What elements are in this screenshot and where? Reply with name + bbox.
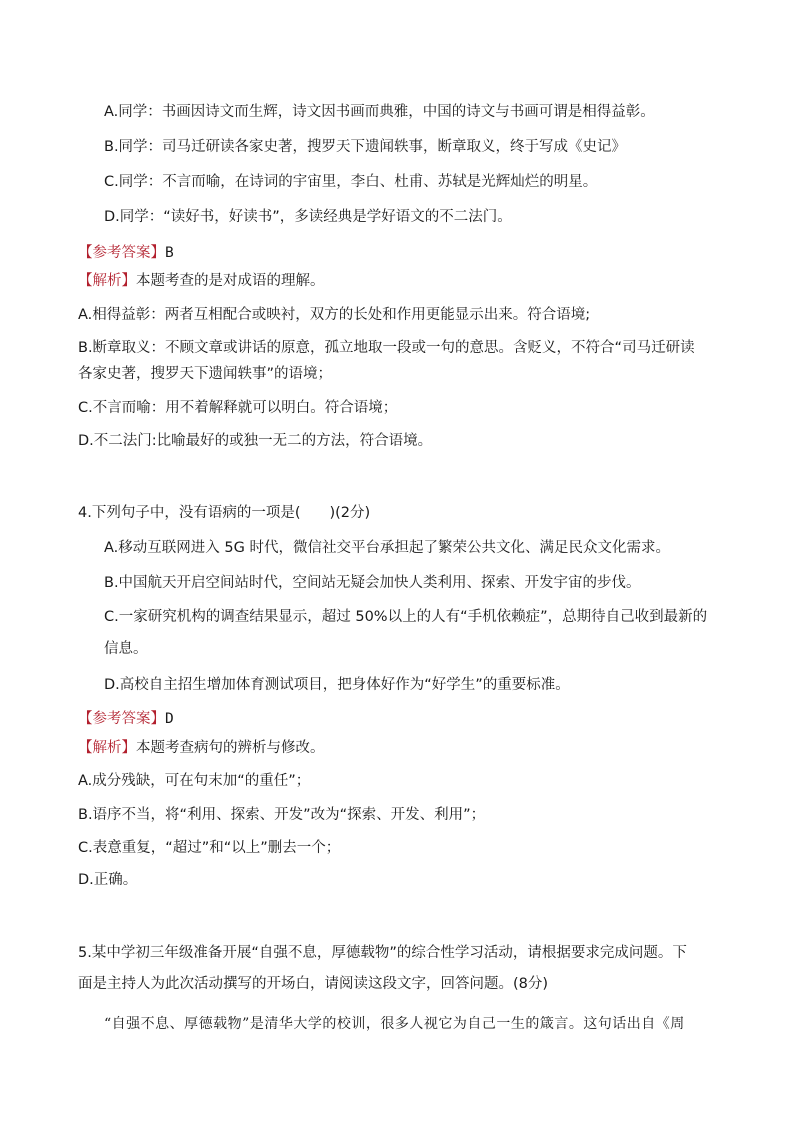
q3-option-d: D.同学：“读好书，好读书”，多读经典是学好语文的不二法门。 [104, 209, 512, 225]
q4-analysis-item: D.正确。 [78, 872, 138, 888]
q4-question: 4.下列句子中，没有语病的一项是( )(2分) [78, 505, 371, 521]
q5-question-line: 面是主持人为此次活动撰写的开场白，请阅读这段文字，回答问题。(8分) [78, 976, 549, 992]
analysis-text: 本题考查的是对成语的理解。 [136, 273, 325, 289]
q3-analysis-item: A.相得益彰：两者互相配合或映衬，双方的长处和作用更能显示出来。符合语境; [78, 307, 591, 323]
q4-analysis-item: B.语序不当，将“利用、探索、开发”改为“探索、开发、利用”； [78, 807, 486, 823]
q4-analysis-item: C.表意重复，“超过”和“以上”删去一个； [78, 840, 341, 856]
q4-analysis [78, 737, 325, 759]
q4-answer [78, 708, 174, 730]
q3-option-a: A.同学：书画因诗文而生辉，诗文因书画而典雅，中国的诗文与书画可谓是相得益彰。 [104, 104, 655, 120]
q3-answer [78, 242, 174, 264]
q4-option-d: D.高校自主招生增加体育测试项目，把身体好作为“好学生”的重要标准。 [104, 677, 570, 693]
q4-option-a: A.移动互联网进入 5G 时代，微信社交平台承担起了繁荣公共文化、满足民众文化需求。 [104, 540, 670, 556]
answer-value: B [165, 245, 174, 261]
q5-question-line: 5.某中学初三年级准备开展“自强不息，厚德载物”的综合性学习活动，请根据要求完成问题。下 [78, 945, 687, 961]
q4-option-c: C.一家研究机构的调查结果显示，超过 50%以上的人有“手机依赖症”，总期待自己收到最新的 [104, 609, 708, 625]
q4-analysis-item: A.成分残缺，可在句末加“的重任”； [78, 773, 311, 789]
q3-analysis-item: B.断章取义：不顾文章或讲话的原意，孤立地取一段或一句的意思。含贬义，不符合“司马迁研读 [78, 340, 695, 356]
q3-analysis-item: C.不言而喻：用不着解释就可以明白。符合语境； [78, 400, 398, 416]
answer-value: D [165, 711, 174, 727]
q3-option-c: C.同学：不言而喻，在诗词的宇宙里，李白、杜甫、苏轼是光辉灿烂的明星。 [104, 174, 598, 190]
answer-label: 【参考答案】 [78, 245, 165, 261]
analysis-text: 本题考查病句的辨析与修改。 [136, 740, 325, 756]
q3-analysis [78, 270, 325, 292]
analysis-label: 【解析】 [78, 273, 136, 289]
q4-option-b: B.中国航天开启空间站时代，空间站无疑会加快人类利用、探索、开发宇宙的步伐。 [104, 575, 641, 591]
q3-option-b: B.同学：司马迁研读各家史著，搜罗天下遗闻轶事，断章取义，终于写成《史记》 [104, 139, 627, 155]
q4-option-c-cont: 信息。 [104, 641, 148, 657]
analysis-label: 【解析】 [78, 740, 136, 756]
q3-analysis-item: D.不二法门:比喻最好的或独一无二的方法，符合语境。 [78, 433, 433, 449]
q5-passage: “自强不息、厚德载物”是清华大学的校训，很多人视它为自己一生的箴言。这句话出自《周 [104, 1016, 685, 1032]
q3-analysis-item: 各家史著，搜罗天下遗闻轶事”的语境； [78, 366, 333, 382]
answer-label: 【参考答案】 [78, 711, 165, 727]
